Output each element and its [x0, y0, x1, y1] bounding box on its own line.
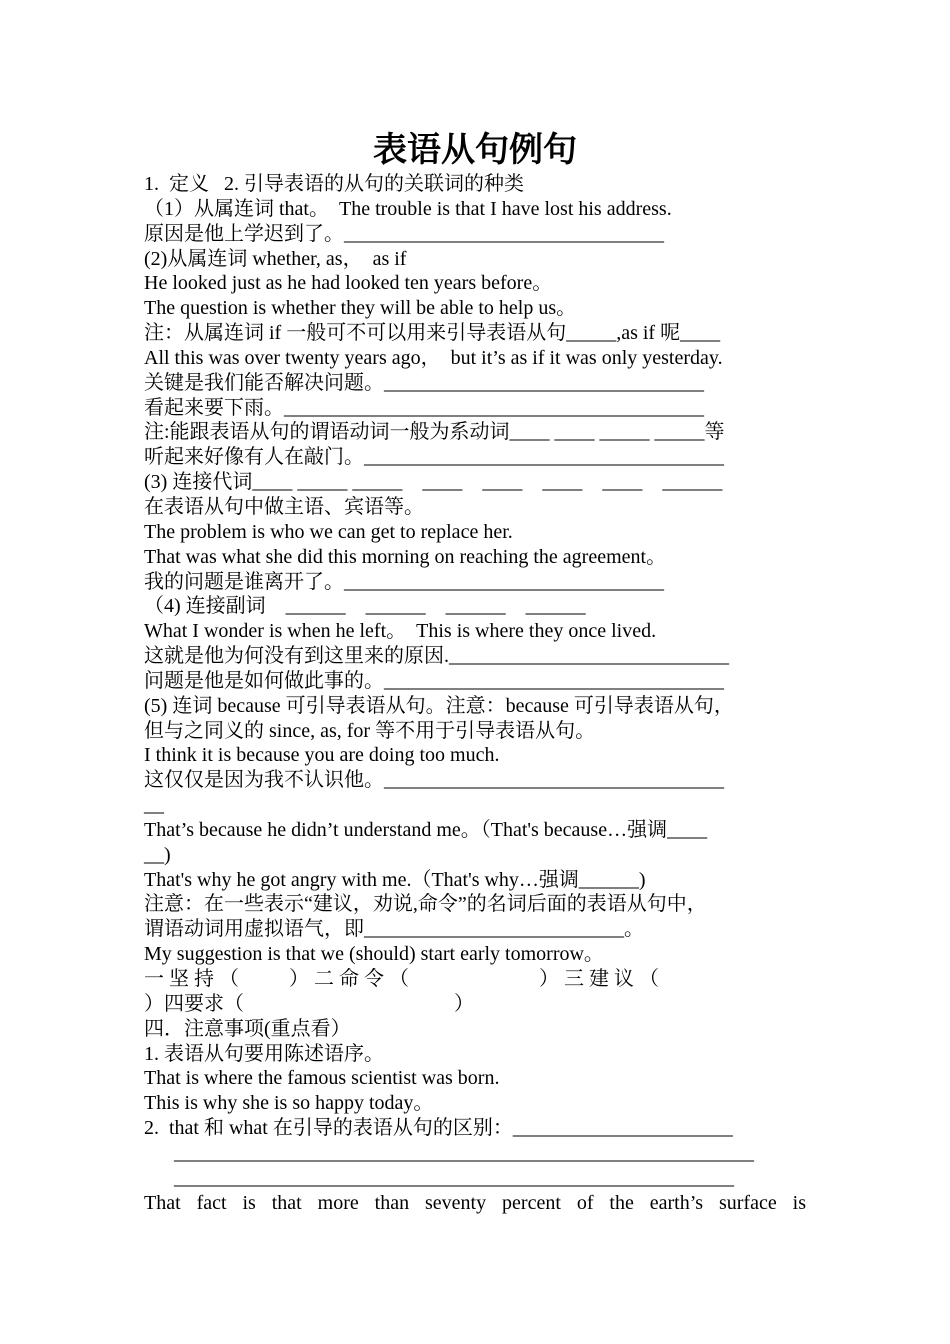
text-line: The question is whether they will be able to help us。 [144, 297, 577, 320]
text-line: This is why she is so happy today。 [144, 1092, 434, 1115]
text-line: The problem is who we can get to replace her. [144, 520, 513, 543]
text-line: 四．注意事项(重点看） [144, 1017, 351, 1040]
text-line: That’s because he didn’t understand me。（That's because…强调____ [144, 818, 708, 841]
text-line: (2)从属连词 whether, as， as if [144, 247, 407, 270]
text-line: 这就是他为何没有到这里来的原因.____________________________ [144, 645, 729, 668]
text-line: ________________________________________________________ [174, 1166, 734, 1189]
text-line: ）四要求（ ） [144, 992, 474, 1015]
text-line: 在表语从句中做主语、宾语等。 [144, 495, 424, 518]
text-line: My suggestion is that we (should) start early tomorrow。 [144, 943, 604, 966]
text-line: 关键是我们能否解决问题。________________________________ [144, 371, 704, 394]
text-line: 听起来好像有人在敲门。____________________________________ [144, 446, 724, 469]
text-line: __ [144, 794, 164, 817]
text-line: 一 坚 持 （ ） 二 命 令 （ ） 三 建 议 （ [144, 968, 659, 990]
text-line: All this was over twenty years ago， but it’s as if it was only yesterday. [144, 346, 723, 369]
text-line: （4) 连接副词 ______ ______ ______ ______ [144, 595, 586, 618]
text-line: 注：从属连词 if 一般可不可以用来引导表语从句_____,as if 呢____ [144, 322, 721, 345]
text-line: 2. that 和 what 在引导的表语从句的区别：______________________ [144, 1117, 733, 1140]
text-line: That is where the famous scientist was born. [144, 1067, 500, 1090]
text-line: That's why he got angry with me.（That's why…强调______) [144, 868, 646, 891]
document-body [144, 172, 806, 1215]
text-line: 谓语动词用虚拟语气，即__________________________。 [144, 918, 644, 941]
page-title: 表语从句例句 [373, 130, 577, 170]
text-line: He looked just as he had looked ten years before。 [144, 272, 553, 295]
text-line: （1）从属连词 that。 The trouble is that I have lost his address. [144, 197, 672, 220]
text-line: That fact is that more than seventy percent of the earth’s surface is [144, 1191, 806, 1214]
text-line: 1. 定义 2. 引导表语的从句的关联词的种类 [144, 173, 524, 195]
text-line: (3) 连接代词____ _____ _____ ____ ____ ____ ____ ______ [144, 471, 723, 494]
text-line: I think it is because you are doing too much. [144, 744, 500, 767]
text-line: (5) 连词 because 可引导表语从句。注意：because 可引导表语从句， [144, 694, 734, 717]
text-line: What I wonder is when he left。 This is where they once lived. [144, 620, 657, 643]
text-line: That was what she did this morning on reaching the agreement。 [144, 545, 667, 568]
text-line: 我的问题是谁离开了。________________________________ [144, 570, 664, 593]
text-line: 但与之同义的 since, as, for 等不用于引导表语从句。 [144, 719, 596, 742]
text-line: 问题是他是如何做此事的。__________________________________ [144, 669, 724, 692]
text-line: 注意：在一些表示“建议，劝说,命令”的名词后面的表语从句中， [144, 893, 707, 916]
text-line: 1. 表语从句要用陈述语序。 [144, 1042, 384, 1065]
text-line: 这仅仅是因为我不认识他。__________________________________ [144, 769, 724, 792]
text-line: 原因是他上学迟到了。________________________________ [144, 222, 664, 245]
text-line: 看起来要下雨。__________________________________________ [144, 396, 704, 419]
text-line: 注:能跟表语从句的谓语动词一般为系动词____ ____ _____ _____等 [144, 421, 725, 444]
text-line: __) [144, 843, 171, 866]
text-line: __________________________________________________________ [174, 1141, 754, 1164]
